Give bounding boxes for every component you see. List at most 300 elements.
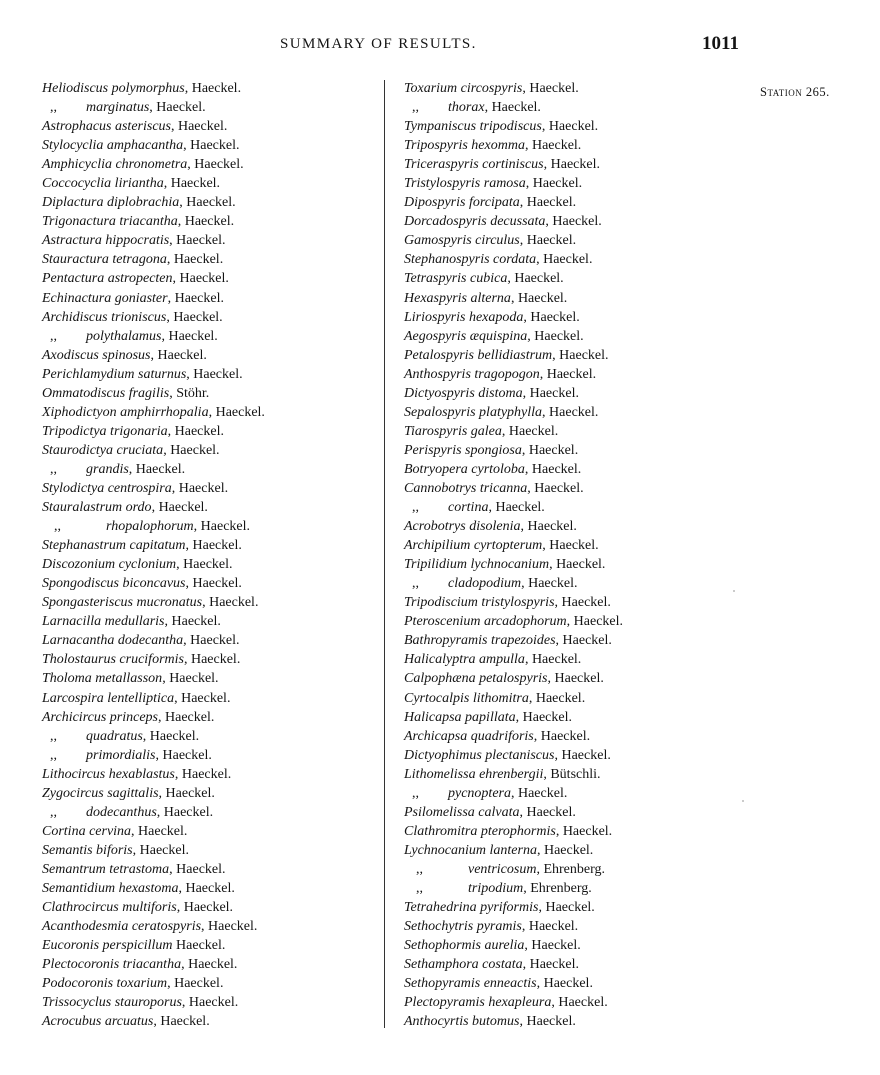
species-entry — [404, 708, 744, 727]
binomial-name: Acanthodesmia ceratospyris — [42, 919, 202, 935]
binomial-name: Tripilidium lychnocanium — [404, 557, 550, 573]
species-entry — [42, 708, 372, 727]
species-epithet: dodecanthus — [86, 804, 157, 820]
binomial-name: Clathrocircus multiforis — [42, 900, 177, 916]
species-entry — [42, 841, 372, 860]
binomial-name: Tripodictya trigonaria — [42, 423, 168, 439]
authority: , Haeckel. — [538, 900, 595, 916]
species-entry — [42, 917, 372, 936]
authority: , Haeckel. — [521, 919, 579, 935]
species-entry — [42, 289, 372, 308]
species-entry — [404, 841, 744, 860]
authority: , Haeckel. — [521, 576, 578, 592]
binomial-name: Archicircus princeps — [42, 709, 158, 725]
authority: , Haeckel. — [208, 404, 265, 420]
species-entry — [404, 974, 744, 993]
ditto-mark: ,, — [50, 747, 57, 763]
authority: , Haeckel. — [201, 919, 258, 935]
binomial-name: Plectopyramis hexapleura — [404, 995, 552, 1011]
authority: , Haeckel. — [174, 690, 231, 706]
page-number: 1011 — [702, 33, 739, 54]
species-entry — [404, 631, 744, 650]
binomial-name: Petalospyris bellidiastrum — [404, 347, 553, 363]
species-entry — [404, 650, 744, 669]
species-entry — [404, 365, 744, 384]
species-entry — [404, 479, 744, 498]
authority: , Haeckel. — [545, 214, 602, 230]
authority: , Haeckel. — [193, 519, 251, 535]
binomial-name: Triceraspyris cortiniscus — [404, 157, 544, 173]
binomial-name: Botryopera cyrtoloba — [404, 461, 525, 477]
binomial-name: Tripodiscium tristylospyris — [404, 595, 555, 611]
species-epithet: cladopodium — [448, 576, 522, 592]
species-entry — [42, 879, 372, 898]
authority: , Haeckel. — [539, 366, 597, 382]
binomial-name: Halicapsa papillata — [404, 709, 516, 725]
binomial-name: Discozonium cyclonium — [42, 557, 177, 573]
species-entry — [404, 612, 744, 631]
species-entry — [404, 879, 744, 898]
binomial-name: Dictyospyris distoma — [404, 385, 523, 401]
binomial-name: Tiarospyris galea — [404, 423, 502, 439]
authority: , Haeckel. — [524, 461, 582, 477]
binomial-name: Tetrahedrina pyriformis — [404, 900, 539, 916]
binomial-name: Larcospira lentelliptica — [42, 690, 175, 706]
species-entry — [42, 136, 372, 155]
authority: , Bütschli. — [543, 766, 601, 782]
authority: , Haeckel. — [519, 195, 577, 211]
authority: , Haeckel. — [515, 709, 572, 725]
authority: , Haeckel. — [186, 366, 243, 382]
authority: , Haeckel. — [150, 347, 207, 363]
binomial-name: Sethamphora costata — [404, 957, 523, 973]
species-entry — [404, 212, 744, 231]
species-entry — [404, 917, 744, 936]
authority: , Haeckel. — [524, 652, 582, 668]
binomial-name: Aegospyris æquispina — [404, 328, 528, 344]
running-title: SUMMARY OF RESULTS. — [280, 36, 477, 52]
species-epithet: marginatus — [86, 100, 150, 116]
species-entry — [42, 460, 372, 479]
species-entry — [404, 308, 744, 327]
authority: , Haeckel. — [541, 119, 599, 135]
species-entry — [42, 384, 372, 403]
authority: , Haeckel. — [176, 557, 233, 573]
binomial-name: Larnacilla medullaris — [42, 614, 165, 630]
binomial-name: Larnacantha dodecantha — [42, 633, 184, 649]
species-entry — [404, 936, 744, 955]
species-entry — [42, 422, 372, 441]
authority: , Haeckel. — [510, 785, 568, 801]
species-entry — [42, 517, 372, 536]
species-entry — [42, 212, 372, 231]
station-label: Station 265. — [760, 85, 830, 99]
species-entry — [42, 479, 372, 498]
species-entry — [42, 231, 372, 250]
ditto-mark: ,, — [50, 328, 57, 344]
authority: , Haeckel. — [519, 804, 576, 820]
authority: , Haeckel. — [521, 442, 579, 458]
species-entry — [404, 517, 744, 536]
binomial-name: Semantrum tetrastoma — [42, 861, 170, 877]
authority: , Haeckel. — [163, 442, 220, 458]
binomial-name: Hexaspyris alterna — [404, 290, 511, 306]
species-entry — [404, 898, 744, 917]
binomial-name: Gamospyris circulus — [404, 233, 520, 249]
authority: , Haeckel. — [161, 328, 218, 344]
binomial-name: Tholostaurus cruciformis — [42, 652, 184, 668]
authority: , Haeckel. — [524, 938, 581, 954]
binomial-name: Ommatodiscus fragilis — [42, 385, 170, 401]
authority: , Haeckel. — [549, 557, 606, 573]
authority: , Haeckel. — [185, 538, 242, 554]
species-entry — [404, 993, 744, 1012]
binomial-name: Lychnocanium lanterna — [404, 842, 537, 858]
species-entry — [42, 155, 372, 174]
species-entry — [42, 689, 372, 708]
authority: , Haeckel. — [178, 880, 235, 896]
species-entry — [42, 250, 372, 269]
species-entry — [404, 822, 744, 841]
species-list-left — [42, 79, 372, 1031]
binomial-name: Coccocyclia liriantha — [42, 176, 164, 192]
authority: , Haeckel. — [520, 519, 577, 535]
authority: , Haeckel. — [536, 252, 593, 268]
species-epithet: grandis — [86, 461, 129, 477]
species-epithet: pycnoptera — [448, 785, 511, 801]
authority: Haeckel. — [172, 938, 226, 954]
ditto-mark: ,, — [412, 576, 419, 592]
authority: , Haeckel. — [536, 842, 594, 858]
authority: , Haeckel. — [524, 138, 582, 154]
authority: , Haeckel. — [158, 709, 215, 725]
binomial-name: Sepalospyris platyphylla — [404, 404, 543, 420]
binomial-name: Archidiscus trioniscus — [42, 309, 167, 325]
authority: , Haeckel. — [132, 842, 189, 858]
binomial-name: Semantidium hexastoma — [42, 880, 179, 896]
authority: , Ehrenberg. — [536, 861, 605, 877]
species-entry — [404, 860, 744, 879]
authority: , Haeckel. — [167, 290, 224, 306]
species-entry — [42, 650, 372, 669]
binomial-name: Eucoronis perspicillum — [42, 938, 173, 954]
species-entry — [404, 422, 744, 441]
authority: , Haeckel. — [501, 423, 559, 439]
species-entry — [42, 117, 372, 136]
species-entry — [42, 555, 372, 574]
species-epithet: quadratus — [86, 728, 143, 744]
species-entry — [404, 269, 744, 288]
authority: , Haeckel. — [149, 100, 206, 116]
species-entry — [42, 365, 372, 384]
species-entry — [42, 98, 372, 117]
species-entry — [404, 536, 744, 555]
binomial-name: Trissocyclus stauroporus — [42, 995, 182, 1011]
species-entry — [42, 803, 372, 822]
species-entry — [404, 117, 744, 136]
binomial-name: Tholoma metallasson — [42, 671, 163, 687]
ditto-mark: ,, — [412, 100, 419, 116]
binomial-name: Perispyris spongiosa — [404, 442, 522, 458]
species-entry — [404, 289, 744, 308]
authority: , Haeckel. — [170, 119, 228, 135]
authority: , Haeckel. — [552, 347, 609, 363]
binomial-name: Halicalyptra ampulla — [404, 652, 525, 668]
authority: , Haeckel. — [488, 500, 545, 516]
ditto-mark: ,, — [416, 880, 423, 896]
species-epithet: polythalamus — [86, 328, 162, 344]
authority: , Haeckel. — [179, 195, 236, 211]
authority: , Haeckel. — [528, 690, 586, 706]
authority: , Haeckel. — [166, 309, 223, 325]
binomial-name: Anthospyris tragopogon — [404, 366, 540, 382]
authority: , Haeckel. — [525, 176, 583, 192]
binomial-name: Liriospyris hexapoda — [404, 309, 524, 325]
binomial-name: Xiphodictyon amphirrhopalia — [42, 404, 209, 420]
authority: , Haeckel. — [153, 1014, 210, 1030]
authority: , Haeckel. — [543, 157, 600, 173]
species-entry — [42, 898, 372, 917]
authority: , Haeckel. — [155, 747, 212, 763]
species-entry — [404, 803, 744, 822]
authority: , Haeckel. — [185, 576, 242, 592]
species-entry — [404, 231, 744, 250]
binomial-name: Spongasteriscus mucronatus — [42, 595, 203, 611]
species-entry — [42, 403, 372, 422]
authority: , Haeckel. — [187, 157, 244, 173]
species-entry — [404, 346, 744, 365]
authority: , Haeckel. — [169, 233, 226, 249]
species-entry — [42, 746, 372, 765]
species-entry — [42, 574, 372, 593]
species-entry — [42, 822, 372, 841]
species-entry — [42, 193, 372, 212]
authority: , Haeckel. — [542, 404, 599, 420]
binomial-name: Psilomelissa calvata — [404, 804, 520, 820]
binomial-name: Archicapsa quadriforis — [404, 728, 534, 744]
authority: , Haeckel. — [519, 1014, 576, 1030]
binomial-name: Staurodictya cruciata — [42, 442, 164, 458]
authority: , Haeckel. — [522, 385, 579, 401]
binomial-name: Cannobotrys tricanna — [404, 480, 528, 496]
binomial-name: Bathropyramis trapezoides — [404, 633, 556, 649]
binomial-name: Plectocoronis triacantha — [42, 957, 182, 973]
binomial-name: Zygocircus sagittalis — [42, 785, 159, 801]
authority: , Haeckel. — [151, 500, 208, 516]
species-epithet: thorax — [448, 100, 485, 116]
species-entry — [42, 955, 372, 974]
ditto-mark: ,, — [54, 519, 61, 535]
authority: , Haeckel. — [183, 652, 241, 668]
ditto-mark: ,, — [412, 785, 419, 801]
authority: , Haeckel. — [542, 538, 599, 554]
authority: , Haeckel. — [510, 290, 568, 306]
species-entry — [404, 403, 744, 422]
authority: , Haeckel. — [163, 176, 221, 192]
authority: , Haeckel. — [522, 957, 579, 973]
species-entry — [404, 593, 744, 612]
binomial-name: Tristylospyris ramosa — [404, 176, 526, 192]
species-entry — [404, 98, 744, 117]
binomial-name: Tetraspyris cubica — [404, 271, 508, 287]
binomial-name: Toxarium circospyris — [404, 81, 523, 96]
authority: , Haeckel. — [519, 233, 577, 249]
binomial-name: Heliodiscus polymorphus — [42, 81, 185, 96]
authority: , Haeckel. — [131, 823, 188, 839]
authority: , Haeckel. — [522, 81, 579, 96]
species-entry — [404, 727, 744, 746]
authority: , Haeckel. — [554, 747, 611, 763]
print-speck — [733, 590, 735, 592]
ditto-mark: ,, — [50, 804, 57, 820]
species-entry — [42, 727, 372, 746]
binomial-name: Axodiscus spinosus — [42, 347, 151, 363]
species-entry — [404, 689, 744, 708]
binomial-name: Tripospyris hexomma — [404, 138, 525, 154]
species-entry — [404, 498, 744, 517]
ditto-mark: ,, — [50, 461, 57, 477]
print-speck — [742, 800, 744, 802]
binomial-name: Echinactura goniaster — [42, 290, 168, 306]
binomial-name: Lithocircus hexablastus — [42, 766, 175, 782]
species-entry — [404, 574, 744, 593]
species-entry — [404, 784, 744, 803]
authority: , Haeckel. — [158, 785, 215, 801]
species-entry — [42, 612, 372, 631]
column-divider — [384, 80, 385, 1028]
authority: , Haeckel. — [171, 480, 229, 496]
authority: , Ehrenberg. — [523, 880, 592, 896]
binomial-name: Archipilium cyrtopterum — [404, 538, 543, 554]
authority: , Haeckel. — [167, 423, 224, 439]
binomial-name: Spongodiscus biconcavus — [42, 576, 186, 592]
species-entry — [42, 79, 372, 98]
binomial-name: Dictyophimus plectaniscus — [404, 747, 555, 763]
authority: , Haeckel. — [507, 271, 564, 287]
binomial-name: Amphicyclia chronometra — [42, 157, 188, 173]
authority: , Haeckel. — [536, 976, 593, 992]
binomial-name: Sethophormis aurelia — [404, 938, 525, 954]
authority: , Haeckel. — [166, 252, 224, 268]
species-entry — [404, 384, 744, 403]
authority: , Haeckel. — [527, 480, 584, 496]
authority: , Haeckel. — [202, 595, 259, 611]
species-entry — [404, 155, 744, 174]
species-epithet: cortina — [448, 500, 489, 516]
authority: , Haeckel. — [184, 81, 242, 96]
species-entry — [404, 1012, 744, 1031]
species-epithet: primordialis — [86, 747, 156, 763]
authority: , Haeckel. — [547, 671, 604, 687]
binomial-name: Clathromitra pterophormis — [404, 823, 556, 839]
binomial-name: Stephanospyris cordata — [404, 252, 537, 268]
species-entry — [404, 250, 744, 269]
species-entry — [404, 746, 744, 765]
page-header — [0, 0, 880, 70]
authority: , Haeckel. — [533, 728, 591, 744]
species-entry — [404, 669, 744, 688]
species-entry — [404, 136, 744, 155]
authority: , Haeckel. — [181, 957, 238, 973]
binomial-name: Podocoronis toxarium — [42, 976, 168, 992]
species-entry — [42, 346, 372, 365]
binomial-name: Pteroscenium arcadophorum — [404, 614, 567, 630]
binomial-name: Cyrtocalpis lithomitra — [404, 690, 529, 706]
authority: , Haeckel. — [176, 900, 234, 916]
species-entry — [42, 536, 372, 555]
species-entry — [42, 269, 372, 288]
authority: , Haeckel. — [164, 614, 221, 630]
authority: , Haeckel. — [484, 100, 541, 116]
authority: , Haeckel. — [128, 461, 186, 477]
species-entry — [42, 765, 372, 784]
authority: , Haeckel. — [527, 328, 584, 344]
binomial-name: Pentactura astropecten — [42, 271, 173, 287]
authority: , Haeckel. — [156, 804, 214, 820]
binomial-name: Dorcadospyris decussata — [404, 214, 546, 230]
species-epithet: ventricosum — [468, 861, 537, 877]
species-entry — [404, 327, 744, 346]
species-epithet: tripodium — [468, 880, 524, 896]
binomial-name: Lithomelissa ehrenbergii — [404, 766, 544, 782]
binomial-name: Trigonactura triacantha — [42, 214, 178, 230]
authority: , Haeckel. — [183, 138, 240, 154]
species-entry — [404, 174, 744, 193]
species-entry — [42, 669, 372, 688]
species-entry — [42, 936, 372, 955]
authority: , Haeckel. — [142, 728, 200, 744]
binomial-name: Astractura hippocratis — [42, 233, 170, 249]
species-entry — [42, 174, 372, 193]
binomial-name: Semantis biforis — [42, 842, 133, 858]
species-list-right — [404, 79, 744, 1031]
authority: , Haeckel. — [162, 671, 219, 687]
binomial-name: Stauractura tetragona — [42, 252, 167, 268]
species-entry — [404, 460, 744, 479]
species-entry — [42, 308, 372, 327]
binomial-name: Acrocubus arcuatus — [42, 1014, 154, 1030]
binomial-name: Diplactura diplobrachia — [42, 195, 180, 211]
binomial-name: Sethopyramis enneactis — [404, 976, 537, 992]
binomial-name: Dipospyris forcipata — [404, 195, 520, 211]
binomial-name: Stylocyclia amphacantha — [42, 138, 184, 154]
authority: , Haeckel. — [167, 976, 224, 992]
species-entry — [42, 784, 372, 803]
authority: , Haeckel. — [555, 633, 612, 649]
binomial-name: Stylodictya centrospira — [42, 480, 172, 496]
ditto-mark: ,, — [416, 861, 423, 877]
binomial-name: Perichlamydium saturnus — [42, 366, 187, 382]
authority: , Haeckel. — [523, 309, 580, 325]
binomial-name: Stephanastrum capitatum — [42, 538, 186, 554]
species-entry — [404, 555, 744, 574]
authority: , Haeckel. — [555, 823, 613, 839]
authority: , Haeckel. — [174, 766, 232, 782]
authority: , Haeckel. — [183, 633, 240, 649]
species-entry — [404, 765, 744, 784]
authority: , Haeckel. — [177, 214, 235, 230]
binomial-name: Anthocyrtis butomus — [404, 1014, 520, 1030]
authority: , Haeckel. — [169, 861, 226, 877]
binomial-name: Cortina cervina — [42, 823, 132, 839]
species-entry — [42, 974, 372, 993]
ditto-mark: ,, — [50, 100, 57, 116]
species-entry — [42, 1012, 372, 1031]
species-entry — [42, 498, 372, 517]
species-entry — [404, 955, 744, 974]
binomial-name: Sethochytris pyramis — [404, 919, 522, 935]
authority: , Stöhr. — [169, 385, 210, 401]
